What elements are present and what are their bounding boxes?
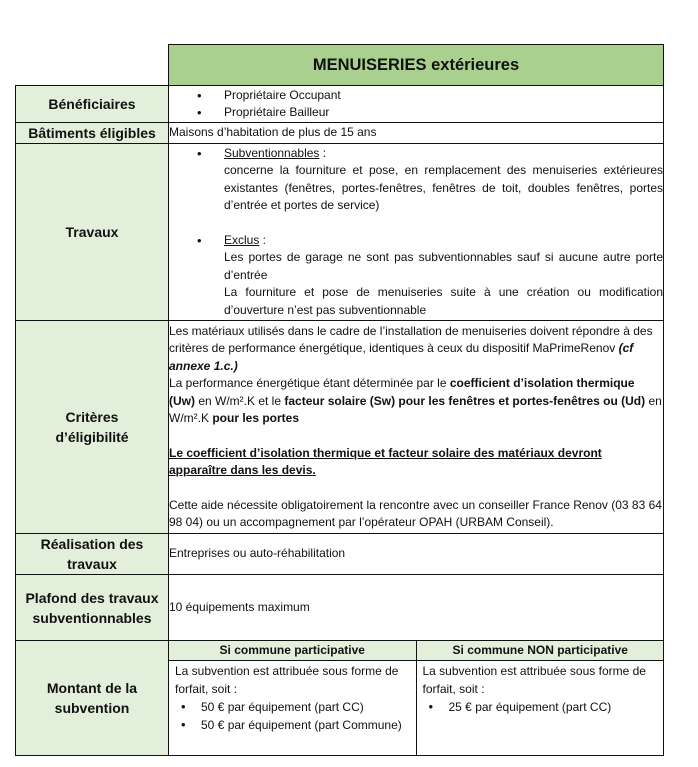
label-realisation: Réalisation des travaux xyxy=(16,534,169,575)
non-participative-list xyxy=(423,698,659,716)
content-travaux xyxy=(169,144,664,321)
beneficiaires-list xyxy=(169,87,663,122)
list-item: • Propriétaire Bailleur xyxy=(224,104,663,122)
title-row xyxy=(16,45,664,86)
spacer xyxy=(169,428,663,445)
exclus-text-1: Les portes de garage ne sont pas subventionnables sauf si aucune autre porte d’entrée xyxy=(224,250,663,282)
list-item-subventionnables xyxy=(224,145,663,232)
text-span: en W/m².K xyxy=(169,393,662,425)
participative-intro: La subvention est attribuée sous forme de forfait, soit : xyxy=(175,664,399,696)
annex-reference: (cf annexe 1.c.) xyxy=(169,341,634,373)
subventionnables-text: concerne la fourniture et pose, en remplacement des menuiseries extérieures existantes (fenêtres, portes-fenêtres, fenêtres de toit, doubles fenêtres, portes d’entrée et portes de service) xyxy=(224,163,663,213)
list-item: • 50 € par équipement (part CC) xyxy=(201,698,410,716)
row-plafond xyxy=(16,575,664,641)
exclus-text-2: La fourniture et pose de menuiseries suite à une création ou modification d’ouverture n’est pas subventionnable xyxy=(224,285,663,317)
criteres-paragraph-2 xyxy=(169,375,663,428)
table-title: MENUISERIES extérieures xyxy=(169,45,664,86)
content-plafond: 10 équipements maximum xyxy=(169,575,664,641)
bold-span: coefficient d’isolation thermique (Uw) xyxy=(169,376,635,408)
subventionnables-heading: Subventionnables xyxy=(224,145,320,160)
list-item-exclus xyxy=(224,232,663,320)
content-montant xyxy=(169,641,664,756)
label-criteres: Critères d’éligibilité xyxy=(16,321,169,534)
criteres-p1-text: Les matériaux utilisés dans le cadre de l’installation de menuiseries doivent répondre à des critères de performance énergétique, identiques à ceux du dispositif MaPrimeRenov xyxy=(169,323,653,355)
non-participative-intro: La subvention est attribuée sous forme de forfait, soit : xyxy=(422,664,646,696)
exclus-heading: Exclus xyxy=(224,232,260,247)
label-beneficiaires: Bénéficiaires xyxy=(16,86,169,123)
spacer xyxy=(224,215,663,232)
montant-body xyxy=(169,661,664,755)
content-realisation: Entreprises ou auto-réhabilitation xyxy=(169,534,664,575)
row-beneficiaires xyxy=(16,86,664,123)
criteres-paragraph-1 xyxy=(169,323,663,376)
label-montant: Montant de la subvention xyxy=(16,641,169,756)
bold-span: facteur solaire (Sw) pour les fenêtres et portes-fenêtres ou (Ud) xyxy=(284,393,646,408)
row-montant xyxy=(16,641,664,756)
row-travaux xyxy=(16,144,664,321)
criteres-paragraph-3: Le coefficient d’isolation thermique et facteur solaire des matériaux devront apparaître dans les devis. xyxy=(169,445,602,477)
label-plafond: Plafond des travaux subventionnables xyxy=(16,575,169,641)
row-criteres xyxy=(16,321,664,534)
list-item: • 25 € par équipement (part CC) xyxy=(449,698,659,716)
text-span: La performance énergétique étant déterminée par le xyxy=(169,376,450,390)
row-realisation xyxy=(16,534,664,575)
travaux-list xyxy=(169,145,663,320)
participative-cell xyxy=(169,661,416,755)
blank-corner xyxy=(16,45,169,86)
montant-subheader xyxy=(169,641,664,661)
bold-span: pour les portes xyxy=(212,411,300,425)
text-span: en W/m².K et le xyxy=(195,393,285,408)
colon: : xyxy=(259,232,267,247)
participative-list xyxy=(175,698,410,734)
criteres-paragraph-4: Cette aide nécessite obligatoirement la rencontre avec un conseiller France Renov (03 83 64 98 04) ou un accompagnement par l’opérateur OPAH (URBAM Conseil). xyxy=(169,497,662,529)
heading-participative: Si commune participative xyxy=(169,641,416,661)
list-item: • 50 € par équipement (part Commune) xyxy=(201,716,410,734)
non-participative-cell xyxy=(416,661,664,755)
label-batiments: Bâtiments éligibles xyxy=(16,123,169,144)
montant-subtable xyxy=(169,641,664,755)
document xyxy=(15,44,663,756)
content-beneficiaires xyxy=(169,86,664,123)
heading-non-participative: Si commune NON participative xyxy=(416,641,664,661)
colon: : xyxy=(319,145,327,160)
spacer xyxy=(169,480,663,497)
label-travaux: Travaux xyxy=(16,144,169,321)
row-batiments xyxy=(16,123,664,144)
list-item: • Propriétaire Occupant xyxy=(224,87,663,105)
content-criteres xyxy=(169,321,664,534)
content-batiments: Maisons d’habitation de plus de 15 ans xyxy=(169,123,664,144)
subsidy-table xyxy=(15,44,664,756)
